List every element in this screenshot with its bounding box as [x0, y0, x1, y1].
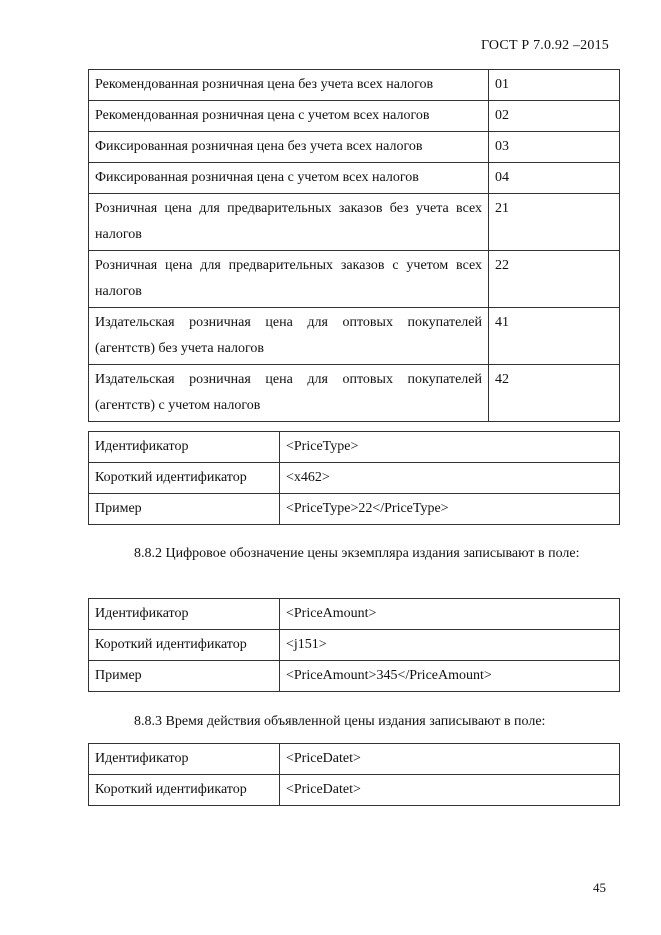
field-key: Короткий идентификатор: [89, 775, 280, 806]
code-value: 03: [489, 132, 620, 163]
table-row: [89, 463, 620, 494]
field-key: Пример: [89, 661, 280, 692]
table-row: [89, 251, 620, 308]
code-description: Рекомендованная розничная цена с учетом всех налогов: [89, 101, 489, 132]
price-date-field-table: [88, 743, 620, 806]
field-key: Короткий идентификатор: [89, 463, 280, 494]
field-value: <PriceDatet>: [280, 744, 620, 775]
field-key: Короткий идентификатор: [89, 630, 280, 661]
code-description: Фиксированная розничная цена без учета всех налогов: [89, 132, 489, 163]
code-value: 01: [489, 70, 620, 101]
table-row: [89, 132, 620, 163]
code-value: 41: [489, 308, 620, 365]
field-value: <j151>: [280, 630, 620, 661]
table-row: [89, 70, 620, 101]
code-description: Розничная цена для предварительных заказов без учета всех налогов: [89, 194, 489, 251]
field-value: <PriceDatet>: [280, 775, 620, 806]
code-value: 22: [489, 251, 620, 308]
table-row: [89, 163, 620, 194]
table-row: [89, 365, 620, 422]
table-row: [89, 775, 620, 806]
code-description: Рекомендованная розничная цена без учета всех налогов: [89, 70, 489, 101]
table-row: [89, 194, 620, 251]
table-row: [89, 494, 620, 525]
field-value: <PriceType>22</PriceType>: [280, 494, 620, 525]
code-value: 42: [489, 365, 620, 422]
field-value: <PriceAmount>: [280, 599, 620, 630]
code-value: 21: [489, 194, 620, 251]
code-description: Издательская розничная цена для оптовых покупателей (агентств) без учета налогов: [89, 308, 489, 365]
paragraph-8-8-3: 8.8.3 Время действия объявленной цены издания записывают в поле:: [134, 714, 546, 729]
table-row: [89, 661, 620, 692]
price-amount-field-table: [88, 598, 620, 692]
table-row: [89, 308, 620, 365]
field-value: <PriceAmount>345</PriceAmount>: [280, 661, 620, 692]
document-header: ГОСТ Р 7.0.92 –2015: [480, 38, 609, 53]
table-row: [89, 432, 620, 463]
price-type-field-table: [88, 431, 620, 525]
field-key: Идентификатор: [89, 432, 280, 463]
field-key: Идентификатор: [89, 744, 280, 775]
paragraph-8-8-2: 8.8.2 Цифровое обозначение цены экземпляра издания записывают в поле:: [134, 546, 580, 561]
page-number: 45: [593, 880, 606, 895]
code-description: Издательская розничная цена для оптовых покупателей (агентств) с учетом налогов: [89, 365, 489, 422]
table-row: [89, 101, 620, 132]
field-key: Пример: [89, 494, 280, 525]
field-value: <PriceType>: [280, 432, 620, 463]
table-row: [89, 599, 620, 630]
field-value: <x462>: [280, 463, 620, 494]
code-description: Розничная цена для предварительных заказов с учетом всех налогов: [89, 251, 489, 308]
code-description: Фиксированная розничная цена с учетом всех налогов: [89, 163, 489, 194]
table-row: [89, 630, 620, 661]
code-value: 02: [489, 101, 620, 132]
price-type-codes-table: [88, 69, 620, 422]
code-value: 04: [489, 163, 620, 194]
table-row: [89, 744, 620, 775]
field-key: Идентификатор: [89, 599, 280, 630]
